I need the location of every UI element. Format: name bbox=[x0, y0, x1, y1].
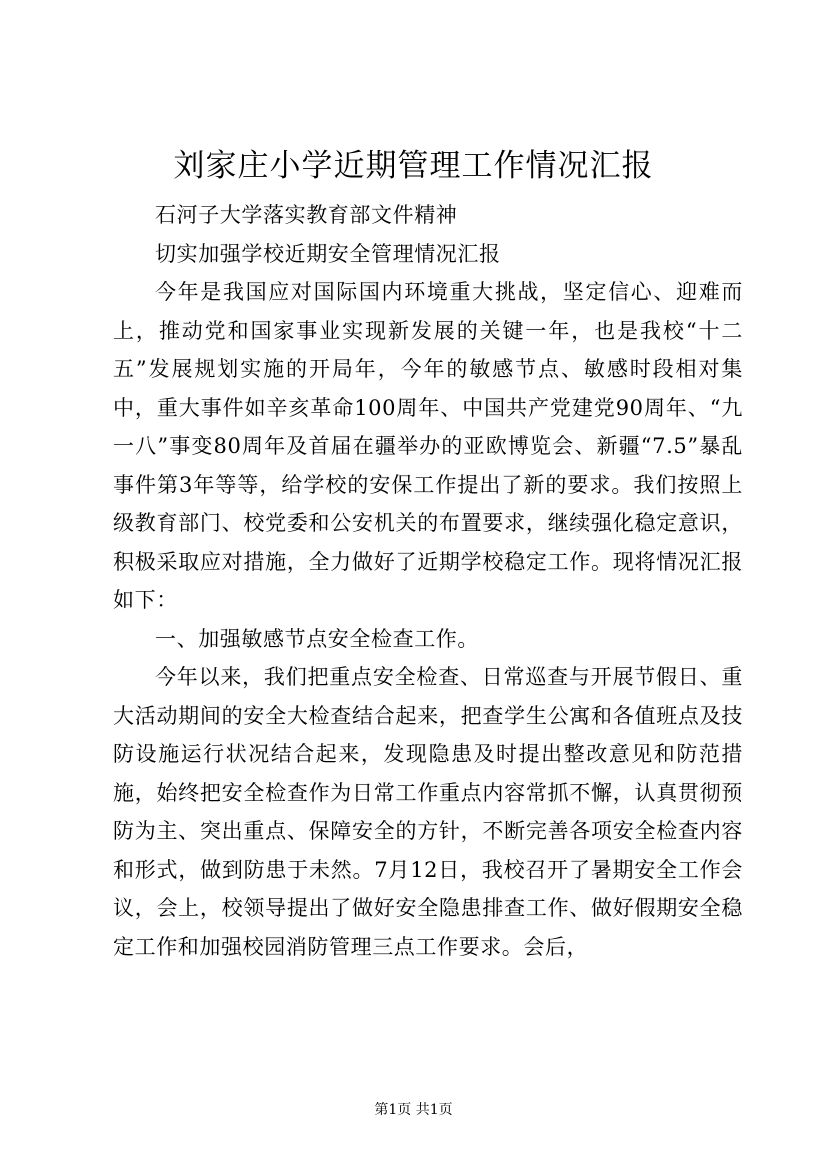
paragraph-1: 石河子大学落实教育部文件精神 bbox=[155, 203, 458, 227]
paragraph-3: 今年是我国应对国际国内环境重大挑战，坚定信心、迎难而上，推动党和国家事业实现新发展的关键一年，也是我校“十二五”发展规划实施的开局年，今年的敏感节点、敏感时段相对集中，重大事件如辛亥革命100周年、中国共产党建党90周年、“九一八”事变80周年及首届在疆举办的亚欧博览会、新疆“7.5”暴乱事件第3年等等，给学校的安保工作提出了新的要求。我们按照上级教育部门、校党委和公安机关的布置要求，继续强化稳定意识，积极采取应对措施，全力做好了近期学校稳定工作。现将情况汇报如下： bbox=[113, 280, 743, 612]
paragraph-5: 今年以来，我们把重点安全检查、日常巡查与开展节假日、重大活动期间的安全大检查结合起来，把查学生公寓和各值班点及技防设施运行状况结合起来，发现隐患及时提出整改意见和防范措施，始终把安全检查作为日常工作重点内容常抓不懈，认真贯彻预防为主、突出重点、保障安全的方针，不断完善各项安全检查内容和形式，做到防患于未然。7月12日，我校召开了暑期安全工作会议，会上，校领导提出了做好安全隐患排查工作、做好假期安全稳定工作和加强校园消防管理三点工作要求。会后， bbox=[113, 665, 743, 959]
paragraph-2: 切实加强学校近期安全管理情况汇报 bbox=[155, 241, 501, 266]
document-title: 刘家庄小学近期管理工作情况汇报 bbox=[173, 148, 654, 184]
document-body bbox=[113, 196, 743, 966]
page-number-footer: 第1页 共1页 bbox=[374, 1102, 453, 1118]
paragraph-4: 一、加强敏感节点安全检查工作。 bbox=[155, 626, 479, 651]
